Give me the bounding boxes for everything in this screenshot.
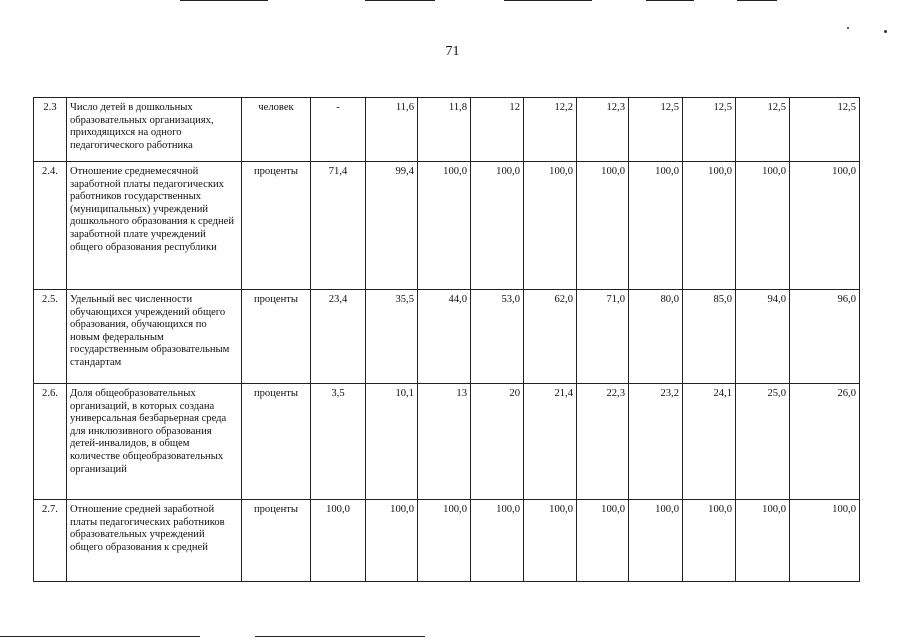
value-cell: 100,0 — [577, 500, 629, 582]
indicator-name: Отношение средней заработной платы педагогических работников образовательных учреждений общего образования к средней — [67, 500, 242, 582]
indicator-name: Отношение среднемесячной заработной платы педагогических работников государственных (муниципальных) учреждений дошкольного образования к средней заработной плате учреждений общего образования республики — [67, 162, 242, 290]
value-cell: 100,0 — [790, 500, 860, 582]
value-cell: 100,0 — [471, 500, 524, 582]
scan-line-top — [504, 0, 592, 1]
indicator-name: Удельный вес численности обучающихся учреждений общего образования, обучающихся по новым федеральным государственным образовательным стандартам — [67, 290, 242, 384]
value-cell: 100,0 — [418, 162, 471, 290]
table-row — [34, 500, 860, 582]
value-cell: 80,0 — [629, 290, 683, 384]
value-cell: 23,2 — [629, 384, 683, 500]
row-number: 2.3 — [34, 98, 67, 162]
scan-line-top — [737, 0, 777, 1]
value-cell: 100,0 — [683, 162, 736, 290]
scan-line-bottom — [255, 636, 425, 637]
row-number: 2.4. — [34, 162, 67, 290]
table-row — [34, 98, 860, 162]
value-cell: 44,0 — [418, 290, 471, 384]
value-cell: 26,0 — [790, 384, 860, 500]
unit-cell: проценты — [242, 290, 311, 384]
value-cell: 11,6 — [366, 98, 418, 162]
value-cell: 100,0 — [418, 500, 471, 582]
value-cell: 12,3 — [577, 98, 629, 162]
value-cell: 12,5 — [683, 98, 736, 162]
value-cell: 85,0 — [683, 290, 736, 384]
value-cell: 100,0 — [524, 500, 577, 582]
value-cell: 94,0 — [736, 290, 790, 384]
scan-speck — [847, 27, 849, 29]
unit-cell: человек — [242, 98, 311, 162]
value-cell: 23,4 — [311, 290, 366, 384]
value-cell: 100,0 — [629, 500, 683, 582]
value-cell: 100,0 — [366, 500, 418, 582]
indicator-name: Доля общеобразовательных организаций, в которых создана универсальная безбарьерная среда для инклюзивного образования детей-инвалидов, в общем количестве общеобразовательных организаций — [67, 384, 242, 500]
value-cell: 53,0 — [471, 290, 524, 384]
value-cell: 22,3 — [577, 384, 629, 500]
value-cell: 99,4 — [366, 162, 418, 290]
value-cell: 100,0 — [524, 162, 577, 290]
value-cell: 12,5 — [790, 98, 860, 162]
scan-speck — [884, 30, 887, 33]
value-cell: 10,1 — [366, 384, 418, 500]
value-cell: 12 — [471, 98, 524, 162]
value-cell: 12,5 — [736, 98, 790, 162]
value-cell: 100,0 — [790, 162, 860, 290]
value-cell: 13 — [418, 384, 471, 500]
value-cell: 100,0 — [736, 162, 790, 290]
value-cell: 25,0 — [736, 384, 790, 500]
value-cell: 100,0 — [736, 500, 790, 582]
unit-cell: проценты — [242, 384, 311, 500]
unit-cell: проценты — [242, 162, 311, 290]
value-cell: 96,0 — [790, 290, 860, 384]
value-cell: 21,4 — [524, 384, 577, 500]
scan-line-top — [646, 0, 694, 1]
table-row — [34, 384, 860, 500]
row-number: 2.6. — [34, 384, 67, 500]
scan-line-top — [365, 0, 435, 1]
value-cell: 35,5 — [366, 290, 418, 384]
row-number: 2.5. — [34, 290, 67, 384]
value-cell: 71,0 — [577, 290, 629, 384]
table-row — [34, 290, 860, 384]
scan-line-top — [180, 0, 268, 1]
table-row — [34, 162, 860, 290]
unit-cell: проценты — [242, 500, 311, 582]
indicator-name: Число детей в дошкольных образовательных организациях, приходящихся на одного педагогического работника — [67, 98, 242, 162]
value-cell: 12,5 — [629, 98, 683, 162]
value-cell: 100,0 — [471, 162, 524, 290]
value-cell: 24,1 — [683, 384, 736, 500]
value-cell: - — [311, 98, 366, 162]
value-cell: 20 — [471, 384, 524, 500]
scan-line-bottom — [0, 636, 200, 637]
value-cell: 3,5 — [311, 384, 366, 500]
value-cell: 100,0 — [577, 162, 629, 290]
value-cell: 62,0 — [524, 290, 577, 384]
page-number: 71 — [445, 44, 460, 59]
value-cell: 11,8 — [418, 98, 471, 162]
value-cell: 100,0 — [683, 500, 736, 582]
row-number: 2.7. — [34, 500, 67, 582]
value-cell: 100,0 — [311, 500, 366, 582]
value-cell: 100,0 — [629, 162, 683, 290]
indicator-table — [33, 97, 860, 582]
value-cell: 71,4 — [311, 162, 366, 290]
value-cell: 12,2 — [524, 98, 577, 162]
